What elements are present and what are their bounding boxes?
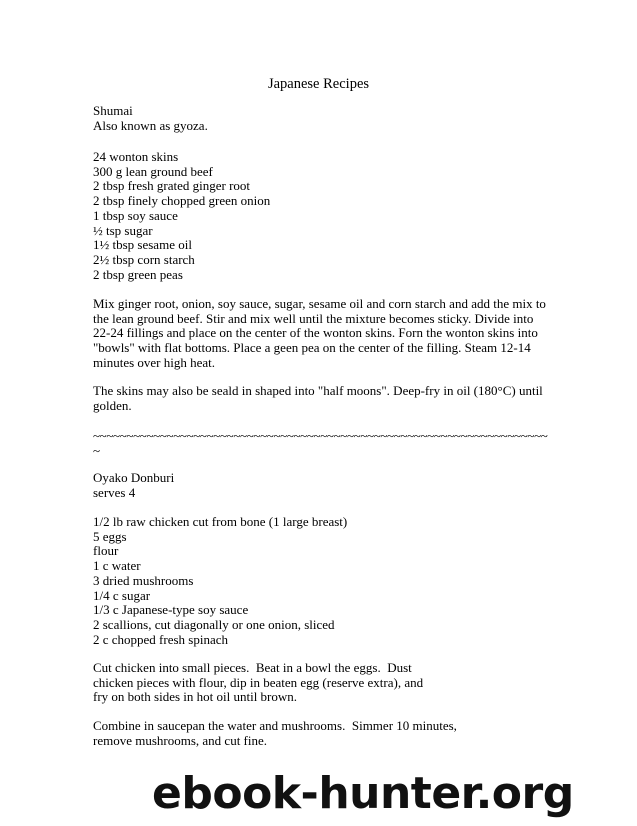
ingredient: flour: [93, 543, 119, 559]
directions-text: The skins may also be seald in shaped into "half moons". Deep-fry in oil (180°C) until golden.: [93, 383, 543, 413]
ingredient: 1/4 c sugar: [93, 587, 151, 603]
ingredient-list-shumai: [93, 150, 553, 282]
tilde-separator: ~~~~~~~~~~~~~~~~~~~~~~~~~~~~~~~~~~~~~~~~~~~~~~~~~~~~~~~~~~~~~~~~~~~~~: [93, 428, 548, 458]
ingredient: 300 g lean ground beef: [93, 163, 213, 179]
recipe-oyako-header: [93, 471, 553, 500]
ingredient: 1 c water: [93, 558, 141, 574]
ingredient: 1/3 c Japanese-type soy sauce: [93, 602, 249, 618]
ingredient: ½ tsp sugar: [93, 222, 153, 238]
ingredient: 2 c chopped fresh spinach: [93, 631, 229, 647]
directions-line: fry on both sides in hot oil until brown.: [93, 689, 298, 705]
page-title: Japanese Recipes: [267, 76, 370, 92]
ingredient: 1½ tbsp sesame oil: [93, 237, 192, 253]
directions-line: remove mushrooms, and cut fine.: [93, 732, 268, 748]
ingredient: 3 dried mushrooms: [93, 572, 194, 588]
ingredient: 24 wonton skins: [93, 149, 179, 164]
ingredient: 2½ tbsp corn starch: [93, 251, 195, 267]
directions-paragraph: [93, 384, 553, 413]
ingredient: 1/2 lb raw chicken cut from bone (1 large breast): [93, 514, 348, 529]
recipe-name: Oyako Donburi: [93, 470, 175, 485]
recipe-name: Shumai: [93, 103, 133, 118]
recipe-shumai-header: [93, 104, 553, 133]
directions-line: Combine in saucepan the water and mushrooms. Simmer 10 minutes,: [93, 718, 457, 733]
ingredient: 2 tbsp finely chopped green onion: [93, 193, 271, 209]
ingredient: 2 scallions, cut diagonally or one onion, sliced: [93, 616, 335, 632]
ingredient: 2 tbsp fresh grated ginger root: [93, 178, 251, 194]
recipe-note: Also known as gyoza.: [93, 117, 208, 133]
directions-paragraph: [93, 297, 553, 371]
directions-step-1: [93, 661, 553, 705]
ingredient-list-oyako: [93, 515, 553, 647]
watermark-text: ebook-hunter.org: [152, 768, 574, 819]
directions-line: Cut chicken into small pieces. Beat in a bowl the eggs. Dust: [93, 660, 412, 675]
directions-line: chicken pieces with flour, dip in beaten egg (reserve extra), and: [93, 674, 424, 690]
ingredient: 1 tbsp soy sauce: [93, 207, 178, 223]
directions-text: Mix ginger root, onion, soy sauce, sugar, sesame oil and corn starch and add the mix to the lean ground beef. Stir and mix well until the mixture becomes sticky. Divide into 22-24 fillings and place on the center of the wonton skins. Forn the wonton skins into "bowls" with flat bottoms. Place a geen pea on the center of the filling. Steam 12-14 minutes over high heat.: [93, 296, 546, 370]
directions-step-2: [93, 719, 553, 748]
ingredient: 5 eggs: [93, 528, 127, 544]
recipe-serves: serves 4: [93, 484, 136, 500]
ingredient: 2 tbsp green peas: [93, 266, 183, 282]
